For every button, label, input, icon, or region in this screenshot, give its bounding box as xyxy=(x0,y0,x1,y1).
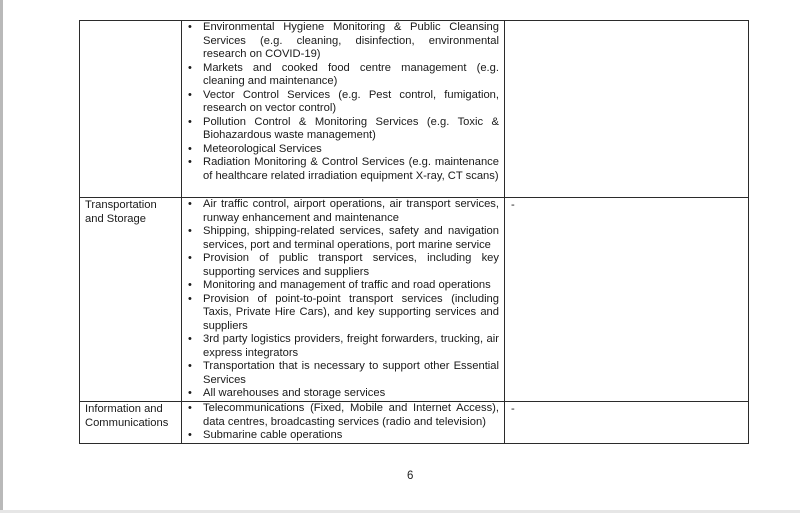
list-item xyxy=(188,89,499,116)
services-cell xyxy=(182,402,505,444)
services-list xyxy=(188,402,499,443)
list-item xyxy=(188,62,499,89)
bullet-icon: • xyxy=(188,387,192,399)
list-item-text: Meteorological Services xyxy=(203,142,322,155)
list-item xyxy=(188,225,499,252)
list-item-text: Submarine cable operations xyxy=(203,429,343,441)
bullet-icon: • xyxy=(188,333,192,345)
services-cell xyxy=(182,198,505,402)
list-item xyxy=(188,143,499,157)
bullet-icon: • xyxy=(188,360,192,372)
bullet-icon: • xyxy=(188,61,192,74)
list-item-text: Radiation Monitoring & Control Services (e.g. maintenance of healthcare related irradiation equipment X-ray, CT scans) xyxy=(203,156,499,182)
services-list xyxy=(188,198,499,401)
bullet-icon: • xyxy=(188,115,192,128)
list-item-text: Environmental Hygiene Monitoring & Public Cleansing Services (e.g. cleaning, disinfection, environmental research on COVID-19) xyxy=(203,21,499,60)
list-item-text: Pollution Control & Monitoring Services (e.g. Toxic & Biohazardous waste management) xyxy=(203,115,499,141)
list-item xyxy=(188,279,499,293)
sector-cell xyxy=(80,21,182,198)
list-item-text: 3rd party logistics providers, freight forwarders, trucking, air express integrators xyxy=(203,333,499,359)
bullet-icon: • xyxy=(188,279,192,291)
list-item-text: Markets and cooked food centre management (e.g. cleaning and maintenance) xyxy=(203,61,499,87)
bullet-icon: • xyxy=(188,252,192,264)
list-item-text: Provision of public transport services, including key supporting services and suppliers xyxy=(203,252,499,278)
list-item xyxy=(188,156,499,183)
essential-services-table xyxy=(79,20,749,444)
bullet-icon: • xyxy=(188,225,192,237)
list-item-text: Vector Control Services (e.g. Pest control, fumigation, research on vector control) xyxy=(203,88,499,114)
bullet-icon: • xyxy=(188,142,192,155)
list-item-text: Shipping, shipping-related services, safety and navigation services, port and terminal operations, port marine service xyxy=(203,225,499,251)
sector-cell: Transportation and Storage xyxy=(80,198,182,402)
page-left-edge xyxy=(0,0,3,513)
list-item-text: Monitoring and management of traffic and road operations xyxy=(203,279,491,291)
list-item xyxy=(188,21,499,62)
list-item xyxy=(188,252,499,279)
bullet-icon: • xyxy=(188,156,192,168)
list-item xyxy=(188,360,499,387)
bullet-icon: • xyxy=(188,21,192,33)
list-item xyxy=(188,429,499,443)
list-item xyxy=(188,116,499,143)
table-row xyxy=(80,198,749,402)
bullet-icon: • xyxy=(188,292,192,305)
bullet-icon: • xyxy=(188,88,192,101)
list-item xyxy=(188,293,499,334)
page-number: 6 xyxy=(407,470,414,482)
bullet-icon: • xyxy=(188,198,192,210)
bullet-icon: • xyxy=(188,429,192,441)
list-item-text: Air traffic control, airport operations, air transport services, runway enhancement and maintenance xyxy=(203,198,499,224)
list-item-text: Provision of point-to-point transport services (including Taxis, Private Hire Cars), and key supporting services and suppliers xyxy=(203,292,499,332)
services-list xyxy=(188,21,499,183)
notes-cell: - xyxy=(505,402,749,444)
table-row xyxy=(80,21,749,198)
list-item xyxy=(188,387,499,401)
notes-cell xyxy=(505,21,749,198)
list-item-text: All warehouses and storage services xyxy=(203,387,386,399)
sector-cell: Information and Communications xyxy=(80,402,182,444)
list-item xyxy=(188,198,499,225)
bullet-icon: • xyxy=(188,402,192,414)
list-item-text: Transportation that is necessary to support other Essential Services xyxy=(203,360,499,386)
services-cell xyxy=(182,21,505,198)
list-item xyxy=(188,402,499,429)
list-item xyxy=(188,333,499,360)
list-item-text: Telecommunications (Fixed, Mobile and Internet Access), data centres, broadcasting services (radio and television) xyxy=(203,402,499,428)
table-row xyxy=(80,402,749,444)
notes-cell: - xyxy=(505,198,749,402)
